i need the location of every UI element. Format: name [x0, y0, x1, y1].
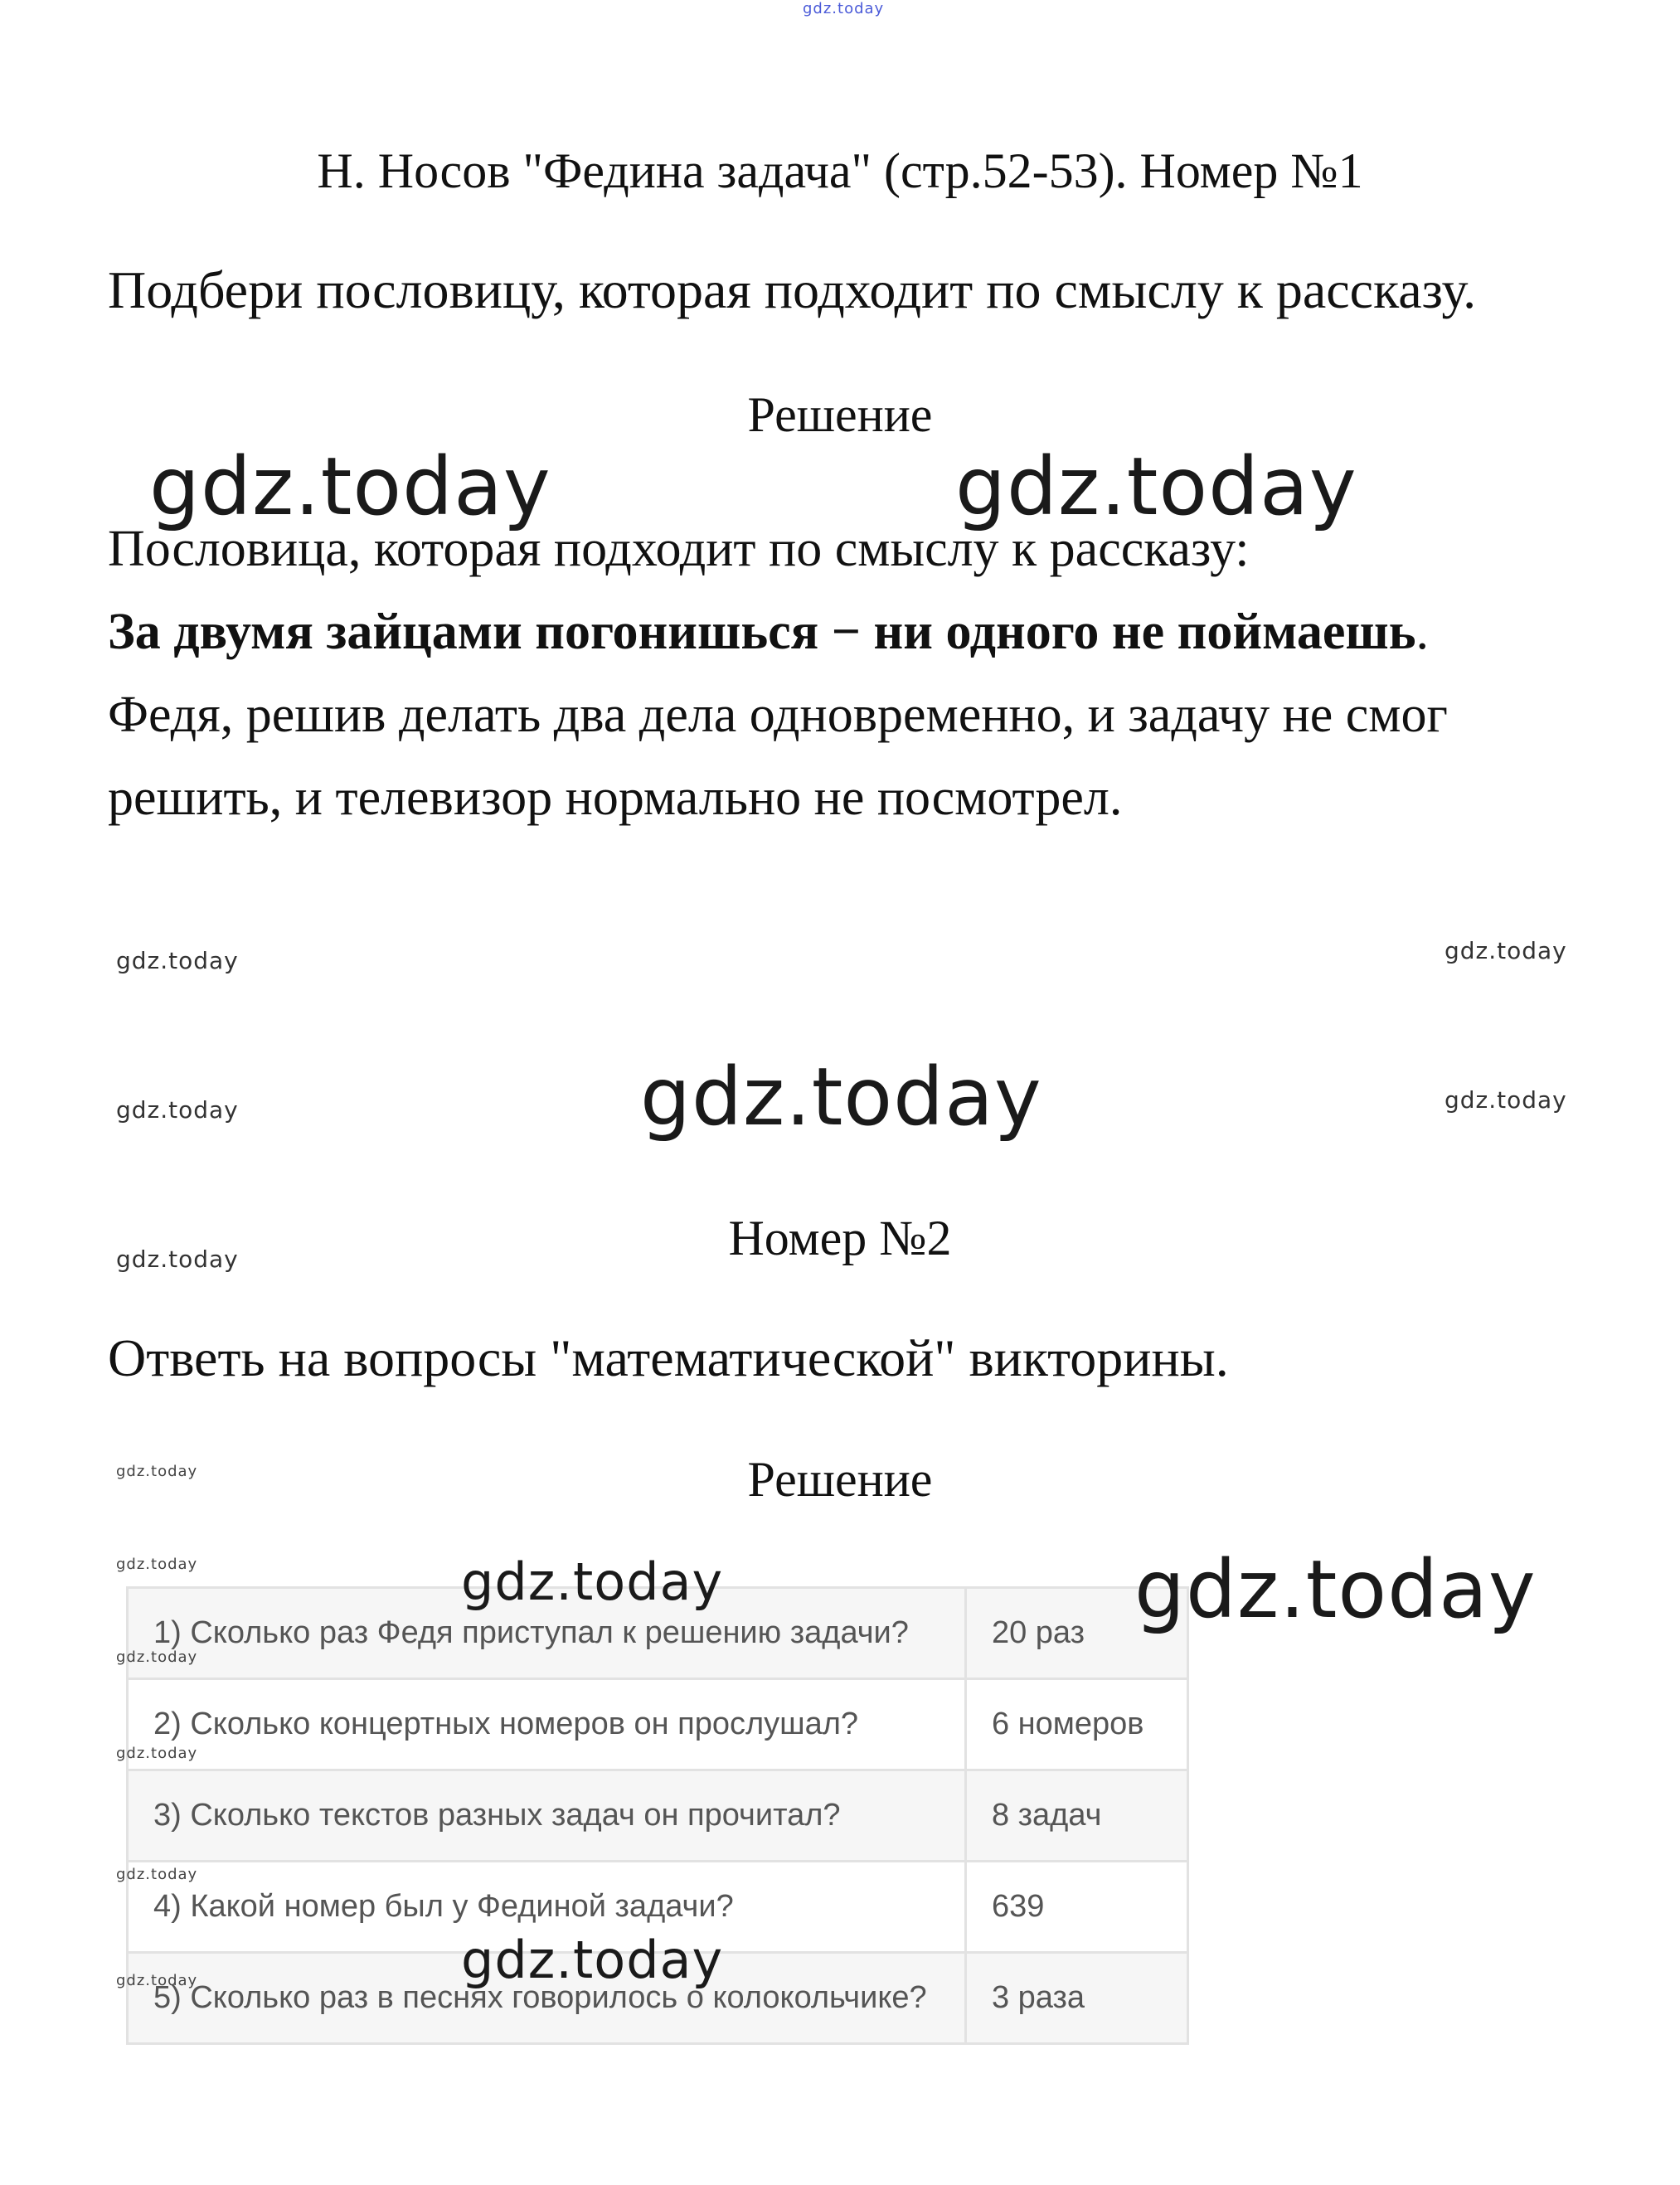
- task2-prompt: Ответь на вопросы "математической" викторины.: [108, 1328, 1229, 1387]
- task2-heading: Номер №2: [728, 1211, 952, 1265]
- task1-answer: [108, 507, 1600, 839]
- answer-cell: 6 номеров: [965, 1679, 1187, 1770]
- watermark: gdz.today: [149, 440, 551, 533]
- watermark: gdz.today: [116, 1096, 239, 1124]
- watermark: gdz.today: [116, 1745, 198, 1762]
- watermark: gdz.today: [461, 1930, 724, 1990]
- watermark: gdz.today: [640, 1051, 1042, 1143]
- watermark: gdz.today: [116, 1245, 239, 1273]
- watermark: gdz.today: [116, 1463, 198, 1480]
- question-cell: 3) Сколько текстов разных задач он прочитал?: [128, 1770, 966, 1862]
- proverb-line: [108, 590, 1600, 673]
- watermark: gdz.today: [461, 1551, 724, 1612]
- task2-solution-heading: Решение: [747, 1452, 933, 1507]
- answer-cell: 639: [965, 1862, 1187, 1953]
- proverb-end: .: [1415, 604, 1430, 660]
- watermark: gdz.today: [116, 1972, 198, 1989]
- proverb: За двумя зайцами погонишься − ни одного не поймаешь: [108, 604, 1416, 660]
- answer-cell: 8 задач: [965, 1770, 1187, 1862]
- explanation-line-1: Федя, решив делать два дела одновременно, и задачу не смог: [108, 687, 1448, 743]
- watermark: gdz.today: [803, 0, 885, 17]
- question-cell: 1) Сколько раз Федя приступал к решению задачи?: [128, 1588, 966, 1679]
- answer-intro: Пословица, которая подходит по смыслу к рассказу:: [108, 521, 1250, 577]
- table-row: [128, 1679, 1188, 1770]
- watermark: gdz.today: [116, 1866, 198, 1883]
- task1-prompt: Подбери пословицу, которая подходит по смыслу к рассказу.: [108, 260, 1477, 319]
- question-cell: 2) Сколько концертных номеров он прослушал?: [128, 1679, 966, 1770]
- answer-cell: 3 раза: [965, 1953, 1187, 2044]
- watermark: gdz.today: [116, 1648, 198, 1666]
- watermark: gdz.today: [116, 947, 239, 974]
- watermark: gdz.today: [1445, 937, 1567, 964]
- table-row: [128, 1770, 1188, 1862]
- page-title: Н. Носов "Федина задача" (стр.52-53). Номер №1: [317, 143, 1363, 198]
- task1-solution-heading: Решение: [747, 387, 933, 442]
- watermark: gdz.today: [116, 1556, 198, 1573]
- question-cell: 4) Какой номер был у Фединой задачи?: [128, 1862, 966, 1953]
- watermark: gdz.today: [1134, 1543, 1537, 1636]
- watermark: gdz.today: [955, 440, 1357, 533]
- question-cell: 5) Сколько раз в песнях говорилось о колокольчике?: [128, 1953, 966, 2044]
- watermark: gdz.today: [1445, 1086, 1567, 1114]
- explanation-line-2: решить, и телевизор нормально не посмотрел.: [108, 770, 1123, 826]
- answer-cell: 20 раз: [965, 1588, 1187, 1679]
